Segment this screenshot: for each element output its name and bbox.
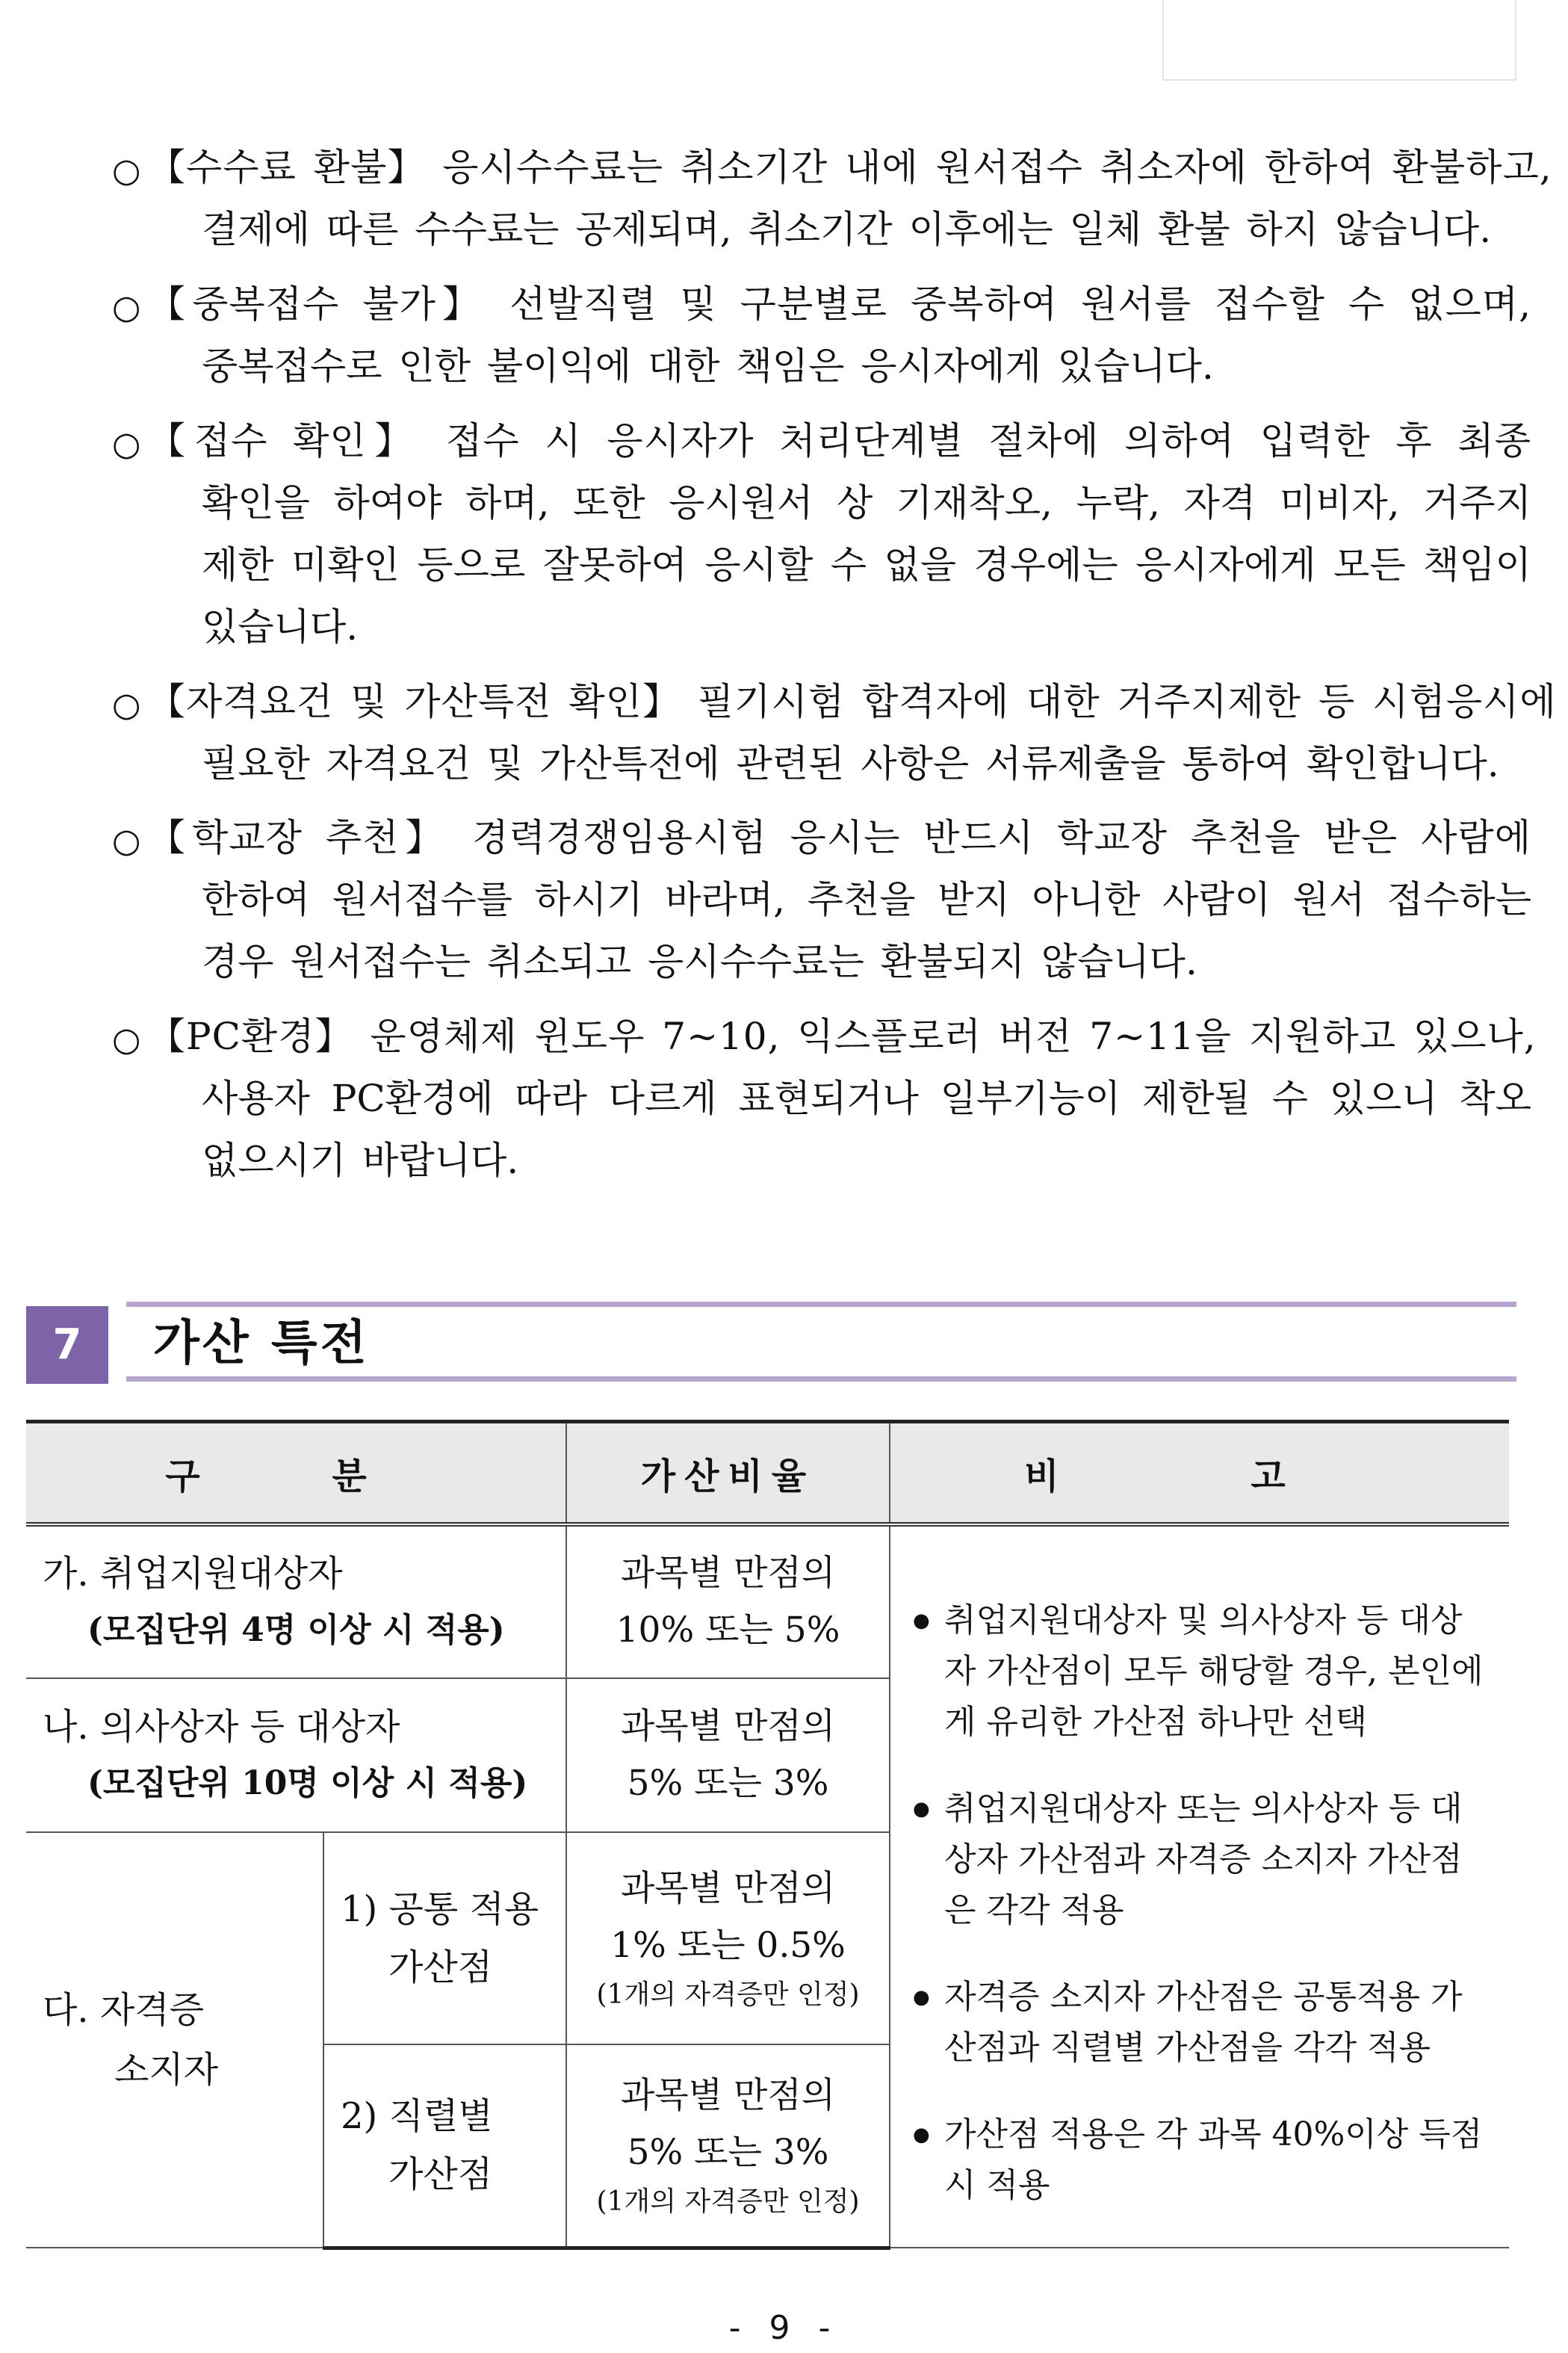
row-c1-rate-note: (1개의 자격증만 인정): [596, 1979, 860, 2010]
table-header-row: [26, 1422, 1509, 1525]
list-item: ● 취업지원대상자 또는 의사상자 등 대상자 가산점과 자격증 소지자 가산점은 각각 적용: [913, 1784, 1493, 1936]
row-c1-label-line2: 가산점: [388, 1947, 493, 1988]
row-c-category: [26, 1832, 323, 2248]
notice-line: 결제에 따른 수수료는 공제되며, 취소기간 이후에는 일체 환불 하지 않습니다.: [202, 208, 1492, 251]
circle-bullet-icon: ○: [112, 822, 141, 860]
row-b-condition: (모집단위 10명 이상 시 적용): [87, 1764, 528, 1802]
row-c2-rate: [566, 2044, 890, 2248]
row-c-label-line1: 다. 자격증: [43, 1989, 204, 2031]
notice-line: 한하여 원서접수를 하시기 바라며, 추천을 받지 아니한 사람이 원서 접수하는: [202, 878, 1531, 921]
notice-line: 중복접수로 인한 불이익에 대한 책임은 응시자에게 있습니다.: [202, 344, 1214, 388]
circle-bullet-icon: ○: [112, 425, 141, 463]
row-a-rate-line1: 과목별 만점의: [620, 1553, 836, 1594]
row-b-category: [26, 1678, 566, 1832]
section-rule-top: [126, 1302, 1516, 1307]
notice-line: 없으시기 바랍니다.: [202, 1139, 519, 1182]
notice-line: 【중복접수 불가】 선발직렬 및 구분별로 중복하여 원서를 접수할 수 없으며,: [148, 282, 1531, 326]
notice-line: 경우 원서접수는 취소되고 응시수수료는 환불되지 않습니다.: [202, 940, 1197, 983]
row-c1-subcategory: [323, 1832, 566, 2044]
table-row: [26, 1524, 1509, 1678]
row-c-label-line2: 소지자: [114, 2049, 219, 2091]
list-item: ● 취업지원대상자 및 의사상자 등 대상자 가산점이 모두 해당할 경우, 본인에게 유리한 가산점 하나만 선택: [913, 1595, 1493, 1748]
row-a-rate-line2: 10% 또는 5%: [616, 1610, 840, 1651]
row-a-category: [26, 1524, 566, 1678]
page-number: - 9 -: [728, 2309, 840, 2347]
row-b-label: 나. 의사상자 등 대상자: [43, 1706, 400, 1748]
section-title: 가산 특전: [153, 1316, 370, 1371]
row-c2-rate-line2: 5% 또는 3%: [627, 2132, 829, 2174]
notice-line: 【수수료 환불】 응시수수료는 취소기간 내에 원서접수 취소자에 한하여 환불하고,: [148, 146, 1552, 189]
row-c1-rate-line2: 1% 또는 0.5%: [610, 1925, 846, 1966]
notice-line: 【PC환경】 운영체제 윈도우 7~10, 익스플로러 버전 7~11을 지원하고 있으나,: [148, 1015, 1537, 1058]
row-c2-label-line2: 가산점: [388, 2153, 493, 2196]
row-c2-subcategory: [323, 2044, 566, 2248]
row-a-label: 가. 취업지원대상자: [43, 1553, 343, 1595]
header-remarks: [890, 1422, 1509, 1525]
remarks-cell: [890, 1524, 1509, 2248]
row-b-rate-line2: 5% 또는 3%: [627, 1763, 829, 1804]
notice-line: 【학교장 추천】 경력경쟁임용시험 응시는 반드시 학교장 추천을 받은 사람에: [148, 816, 1531, 859]
notice-line: 필요한 자격요건 및 가산특전에 관련된 사항은 서류제출을 통하여 확인합니다.: [202, 742, 1499, 785]
header-remarks-text: 비 고: [1024, 1455, 1375, 1497]
row-c2-label-line1: 2) 직렬별: [341, 2095, 493, 2138]
header-category-text: 구 분: [165, 1455, 427, 1497]
circle-bullet-icon: ○: [112, 1021, 141, 1059]
notice-line: 【접수 확인】 접수 시 응시자가 처리단계별 절차에 의하여 입력한 후 최종: [148, 419, 1531, 463]
list-item: ● 가산점 적용은 각 과목 40%이상 득점 시 적용: [913, 2109, 1493, 2211]
circle-bullet-icon: ○: [112, 288, 141, 327]
header-corner-box: [1162, 0, 1516, 81]
row-c2-rate-line1: 과목별 만점의: [620, 2075, 836, 2117]
notice-line: 사용자 PC환경에 따라 다르게 표현되거나 일부기능이 제한될 수 있으니 착오: [202, 1077, 1531, 1120]
list-item: ● 자격증 소지자 가산점은 공통적용 가산점과 직렬별 가산점을 각각 적용: [913, 1972, 1493, 2074]
remarks-list: [913, 1595, 1493, 2211]
row-a-condition: (모집단위 4명 이상 시 적용): [87, 1611, 505, 1649]
row-c2-rate-note: (1개의 자격증만 인정): [596, 2186, 860, 2218]
row-c1-label-line1: 1) 공통 적용: [341, 1888, 539, 1930]
notice-line: 있습니다.: [202, 605, 359, 649]
header-rate-text: 가산비율: [640, 1455, 816, 1497]
header-category: [26, 1422, 566, 1525]
row-b-rate: [566, 1678, 890, 1832]
section-header: [26, 1302, 1516, 1384]
notice-line: 제한 미확인 등으로 잘못하여 응시할 수 없을 경우에는 응시자에게 모든 책임이: [202, 543, 1531, 587]
notice-line: 【자격요건 및 가산특전 확인】 필기시험 합격자에 대한 거주지제한 등 시험응시에: [148, 680, 1557, 723]
circle-bullet-icon: ○: [112, 152, 141, 190]
notice-line: 확인을 하여야 하며, 또한 응시원서 상 기재착오, 누락, 자격 미비자, 거주지: [202, 481, 1531, 525]
section-rule-bottom: [126, 1376, 1516, 1382]
row-c1-rate: [566, 1832, 890, 2044]
circle-bullet-icon: ○: [112, 686, 141, 724]
bonus-table: [26, 1420, 1509, 2250]
row-a-rate: [566, 1524, 890, 1678]
section-number-badge: 7: [26, 1306, 108, 1384]
header-rate: [566, 1422, 890, 1525]
row-c1-rate-line1: 과목별 만점의: [620, 1868, 836, 1909]
row-b-rate-line1: 과목별 만점의: [620, 1706, 836, 1747]
